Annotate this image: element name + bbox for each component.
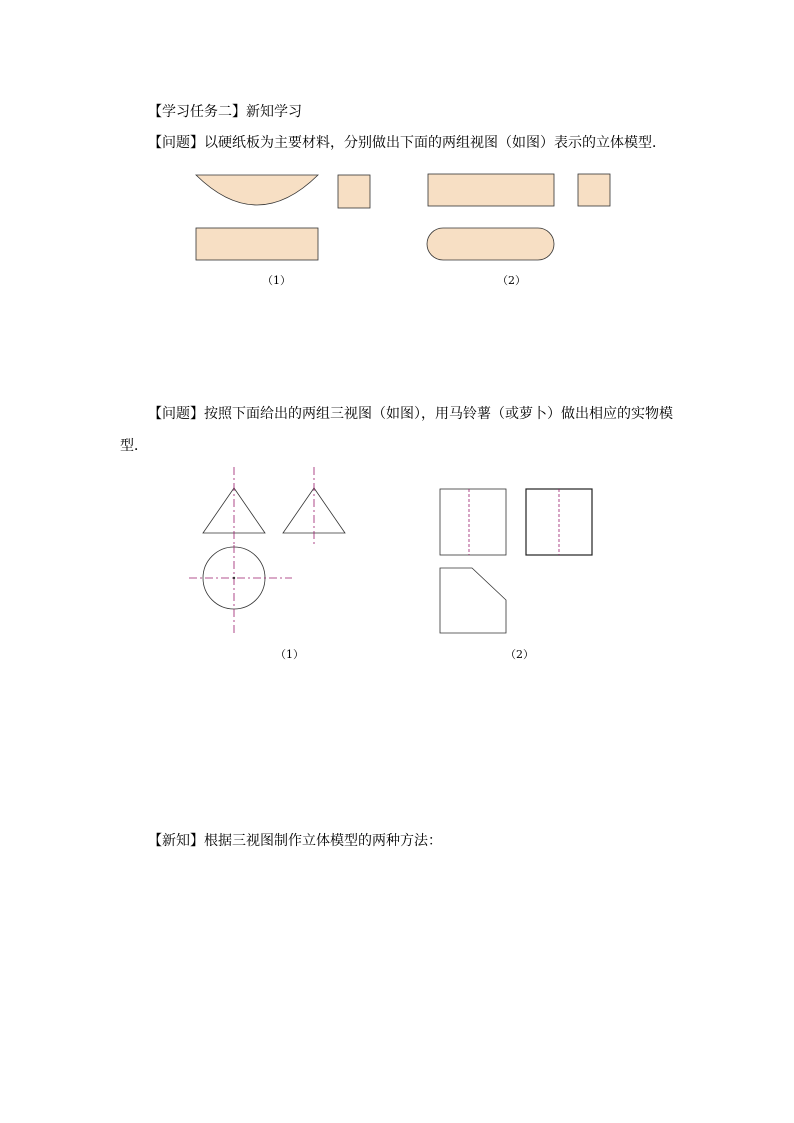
prism-front-view <box>440 489 506 555</box>
caption-2-2: （2） <box>505 648 534 661</box>
section-title: 【学习任务二】新知学习 <box>148 104 302 120</box>
caption-1-1: （1） <box>262 274 291 287</box>
caption-2-1: （1） <box>275 648 304 661</box>
prism-top-view <box>440 568 506 633</box>
problem-1-text: 【问题】以硬纸板为主要材料，分别做出下面的两组视图（如图）表示的立体模型． <box>148 135 666 151</box>
new-knowledge-text: 【新知】根据三视图制作立体模型的两种方法： <box>148 833 442 849</box>
problem-2-text-line1: 【问题】按照下面给出的两组三视图（如图），用马铃薯（或萝卜）做出相应的实物模 <box>148 406 673 422</box>
cone-apex-dot <box>233 577 235 579</box>
caption-1-2: （2） <box>497 274 526 287</box>
problem-2-text-line2: 型． <box>120 438 148 454</box>
